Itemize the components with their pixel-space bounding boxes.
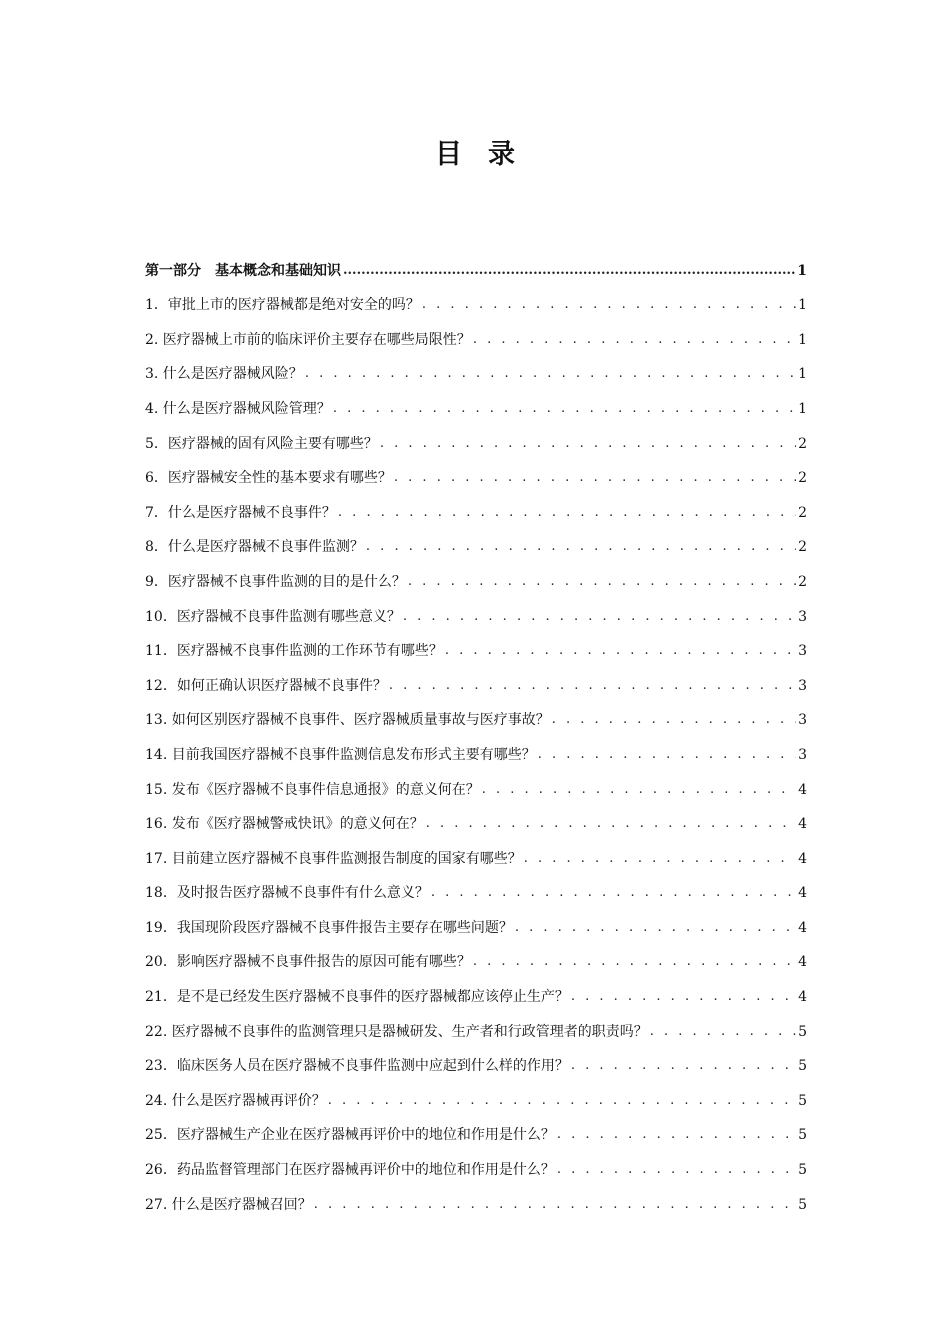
dot-leader: [445, 641, 796, 661]
toc-entry-page: 2: [798, 573, 807, 590]
toc-entry[interactable]: [145, 1048, 807, 1083]
toc-entry-title: 3. 什么是医疗器械风险？: [145, 366, 303, 383]
dot-leader: [366, 537, 796, 557]
toc-entry-title: 2. 医疗器械上市前的临床评价主要存在哪些局限性？: [145, 331, 471, 348]
toc-entry-page: 2: [798, 504, 807, 521]
toc-part-label: 第一部分 基本概念和基础知识: [145, 262, 341, 279]
dot-leader: [343, 261, 795, 281]
page-title: 目录: [435, 139, 541, 170]
dot-leader: [305, 364, 796, 384]
toc-entry-page: 5: [798, 1196, 807, 1213]
dot-leader: [338, 503, 796, 523]
toc-entry-title: 24. 什么是医疗器械再评价？: [145, 1092, 326, 1109]
dot-leader: [333, 399, 796, 419]
toc-part-page: 1: [797, 262, 807, 279]
toc-entry-page: 2: [798, 435, 807, 452]
toc-entry[interactable]: [145, 978, 807, 1013]
toc-entry-title: 21．是不是已经发生医疗器械不良事件的医疗器械都应该停止生产？: [145, 989, 569, 1006]
dot-leader: [380, 434, 796, 454]
dot-leader: [403, 607, 796, 627]
dot-leader: [557, 1125, 796, 1145]
dot-leader: [557, 1160, 796, 1180]
dot-leader: [515, 918, 796, 938]
toc-entry-page: 1: [798, 400, 807, 417]
toc-entries: [145, 287, 807, 1221]
toc-entry[interactable]: [145, 909, 807, 944]
toc-entry-title: 20．影响医疗器械不良事件报告的原因可能有哪些？: [145, 954, 471, 971]
toc-entry-page: 5: [798, 1127, 807, 1144]
toc-entry-title: 5．医疗器械的固有风险主要有哪些？: [145, 435, 378, 452]
toc-entry-page: 1: [798, 297, 807, 314]
toc-entry[interactable]: [145, 356, 807, 391]
dot-leader: [389, 676, 796, 696]
toc-entry-title: 15. 发布《医疗器械不良事件信息通报》的意义何在？: [145, 781, 480, 798]
toc-entry-title: 19．我国现阶段医疗器械不良事件报告主要存在哪些问题？: [145, 919, 513, 936]
toc-entry-page: 5: [798, 1092, 807, 1109]
toc-entry-title: 23．临床医务人员在医疗器械不良事件监测中应起到什么样的作用？: [145, 1058, 569, 1075]
dot-leader: [328, 1091, 796, 1111]
dot-leader: [552, 710, 796, 730]
dot-leader: [394, 468, 796, 488]
toc-entry[interactable]: [145, 667, 807, 702]
toc-entry-title: 4. 什么是医疗器械风险管理？: [145, 400, 331, 417]
toc-entry-title: 10．医疗器械不良事件监测有哪些意义？: [145, 608, 401, 625]
toc-entry-page: 4: [798, 954, 807, 971]
toc-entry[interactable]: [145, 321, 807, 356]
toc-entry[interactable]: [145, 1082, 807, 1117]
dot-leader: [571, 1056, 796, 1076]
dot-leader: [473, 330, 796, 350]
dot-leader: [408, 572, 796, 592]
toc-entry-page: 4: [798, 919, 807, 936]
dot-leader: [538, 745, 796, 765]
toc-entry-page: 3: [798, 712, 807, 729]
toc-entry-page: 2: [798, 539, 807, 556]
toc-entry-page: 4: [798, 816, 807, 833]
toc-entry[interactable]: [145, 702, 807, 737]
toc-entry[interactable]: [145, 633, 807, 668]
toc-entry[interactable]: [145, 425, 807, 460]
toc-entry[interactable]: [145, 806, 807, 841]
toc-entry-title: 22. 医疗器械不良事件的监测管理只是器械研发、生产者和行政管理者的职责吗？: [145, 1023, 648, 1040]
toc-entry-page: 2: [798, 470, 807, 487]
dot-leader: [571, 987, 796, 1007]
toc-entry-title: 11．医疗器械不良事件监测的工作环节有哪些？: [145, 643, 443, 660]
toc-entry-page: 3: [798, 608, 807, 625]
dot-leader: [650, 1022, 796, 1042]
toc-entry[interactable]: [145, 1186, 807, 1221]
toc-entry-title: 25．医疗器械生产企业在医疗器械再评价中的地位和作用是什么？: [145, 1127, 555, 1144]
toc-entry[interactable]: [145, 598, 807, 633]
toc-entry-title: 1．审批上市的医疗器械都是绝对安全的吗？: [145, 297, 420, 314]
toc-entry-page: 1: [798, 331, 807, 348]
toc-entry-page: 4: [798, 850, 807, 867]
toc-entry-title: 16. 发布《医疗器械警戒快讯》的意义何在？: [145, 816, 424, 833]
toc-entry[interactable]: [145, 875, 807, 910]
dot-leader: [314, 1195, 796, 1215]
toc-entry[interactable]: [145, 1117, 807, 1152]
toc-entry-title: 6．医疗器械安全性的基本要求有哪些？: [145, 470, 392, 487]
toc-entry-title: 8．什么是医疗器械不良事件监测？: [145, 539, 364, 556]
toc-entry-title: 18．及时报告医疗器械不良事件有什么意义？: [145, 885, 429, 902]
toc-entry-page: 4: [798, 885, 807, 902]
toc-entry[interactable]: [145, 1013, 807, 1048]
table-of-contents: [145, 252, 807, 1221]
toc-entry-title: 27. 什么是医疗器械召回？: [145, 1196, 312, 1213]
toc-entry[interactable]: [145, 840, 807, 875]
toc-entry[interactable]: [145, 287, 807, 322]
toc-entry-title: 9．医疗器械不良事件监测的目的是什么？: [145, 573, 406, 590]
toc-entry[interactable]: [145, 736, 807, 771]
toc-entry-title: 13. 如何区别医疗器械不良事件、医疗器械质量事故与医疗事故？: [145, 712, 550, 729]
toc-entry[interactable]: [145, 529, 807, 564]
dot-leader: [482, 780, 796, 800]
toc-entry-page: 5: [798, 1058, 807, 1075]
toc-entry-page: 4: [798, 989, 807, 1006]
toc-entry-title: 26．药品监督管理部门在医疗器械再评价中的地位和作用是什么？: [145, 1162, 555, 1179]
toc-entry-page: 3: [798, 643, 807, 660]
dot-leader: [431, 883, 796, 903]
toc-entry[interactable]: [145, 563, 807, 598]
toc-entry-page: 1: [798, 366, 807, 383]
toc-entry[interactable]: [145, 390, 807, 425]
toc-entry-page: 5: [798, 1023, 807, 1040]
toc-entry-page: 3: [798, 746, 807, 763]
toc-part-heading[interactable]: [145, 252, 807, 287]
dot-leader: [473, 952, 796, 972]
toc-entry[interactable]: [145, 944, 807, 979]
toc-entry[interactable]: [145, 494, 807, 529]
toc-entry-page: 4: [798, 781, 807, 798]
toc-entry[interactable]: [145, 460, 807, 495]
dot-leader: [422, 295, 796, 315]
dot-leader: [426, 814, 796, 834]
toc-entry-page: 3: [798, 677, 807, 694]
toc-entry[interactable]: [145, 1151, 807, 1186]
toc-entry[interactable]: [145, 771, 807, 806]
toc-entry-title: 7．什么是医疗器械不良事件？: [145, 504, 336, 521]
toc-entry-title: 14. 目前我国医疗器械不良事件监测信息发布形式主要有哪些？: [145, 746, 536, 763]
dot-leader: [524, 849, 796, 869]
toc-entry-page: 5: [798, 1162, 807, 1179]
toc-entry-title: 17. 目前建立医疗器械不良事件监测报告制度的国家有哪些？: [145, 850, 522, 867]
toc-entry-title: 12．如何正确认识医疗器械不良事件？: [145, 677, 387, 694]
